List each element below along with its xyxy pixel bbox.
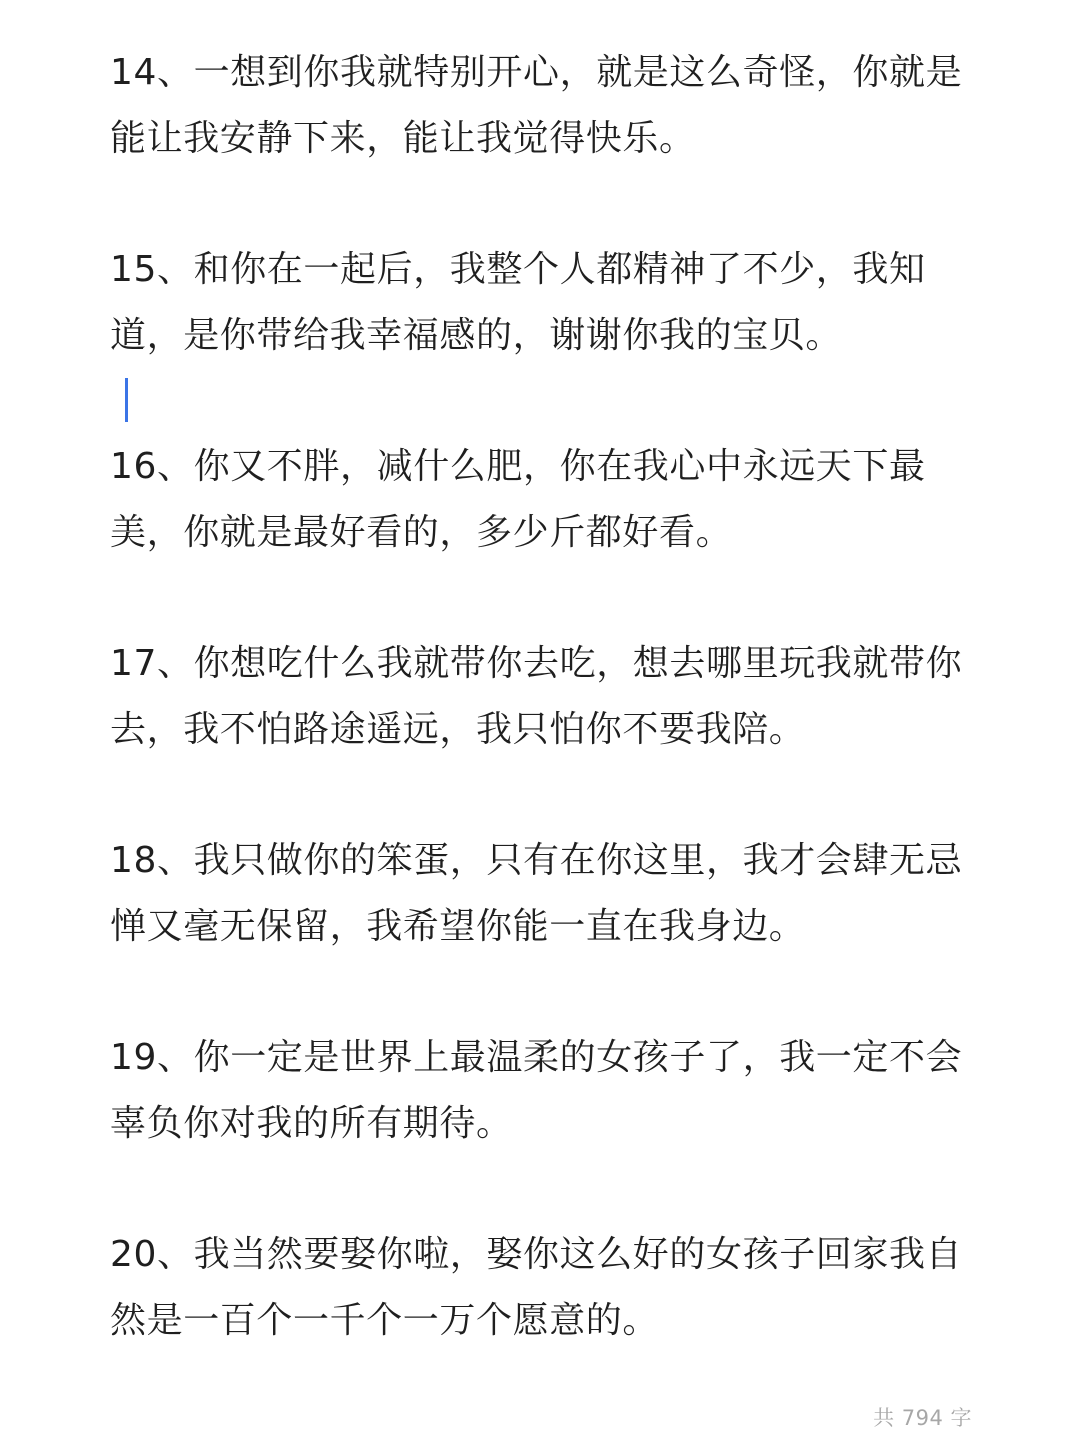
paragraph-20[interactable]: [110, 1222, 970, 1354]
paragraph-15[interactable]: [110, 237, 970, 369]
paragraph-19[interactable]: [110, 1025, 970, 1157]
paragraph-line: 14、一想到你我就特别开心，就是这么奇怪，你就是: [110, 52, 963, 93]
paragraph-line: 19、你一定是世界上最温柔的女孩子了，我一定不会: [110, 1037, 963, 1078]
paragraph-line: 惮又毫无保留，我希望你能一直在我身边。: [110, 906, 806, 947]
paragraph-18[interactable]: [110, 828, 970, 960]
text-cursor: [125, 378, 128, 422]
paragraph-line: 然是一百个一千个一万个愿意的。: [110, 1300, 660, 1341]
paragraph-line: 20、我当然要娶你啦，娶你这么好的女孩子回家我自: [110, 1234, 963, 1275]
word-count: 共 794 字: [873, 1406, 972, 1430]
paragraph-line: 18、我只做你的笨蛋，只有在你这里，我才会肆无忌: [110, 840, 963, 881]
paragraph-14[interactable]: [110, 40, 970, 172]
paragraph-line: 美，你就是最好看的，多少斤都好看。: [110, 512, 733, 553]
paragraph-line: 15、和你在一起后，我整个人都精神了不少，我知: [110, 249, 926, 290]
paragraph-line: 17、你想吃什么我就带你去吃，想去哪里玩我就带你: [110, 643, 963, 684]
paragraph-line: 16、你又不胖，减什么肥，你在我心中永远天下最: [110, 446, 926, 487]
paragraph-16[interactable]: [110, 434, 970, 566]
paragraph-line: 能让我安静下来，能让我觉得快乐。: [110, 118, 696, 159]
paragraph-line: 辜负你对我的所有期待。: [110, 1103, 513, 1144]
paragraph-line: 道，是你带给我幸福感的，谢谢你我的宝贝。: [110, 315, 843, 356]
paragraph-17[interactable]: [110, 631, 970, 763]
paragraph-line: 去，我不怕路途遥远，我只怕你不要我陪。: [110, 709, 806, 750]
